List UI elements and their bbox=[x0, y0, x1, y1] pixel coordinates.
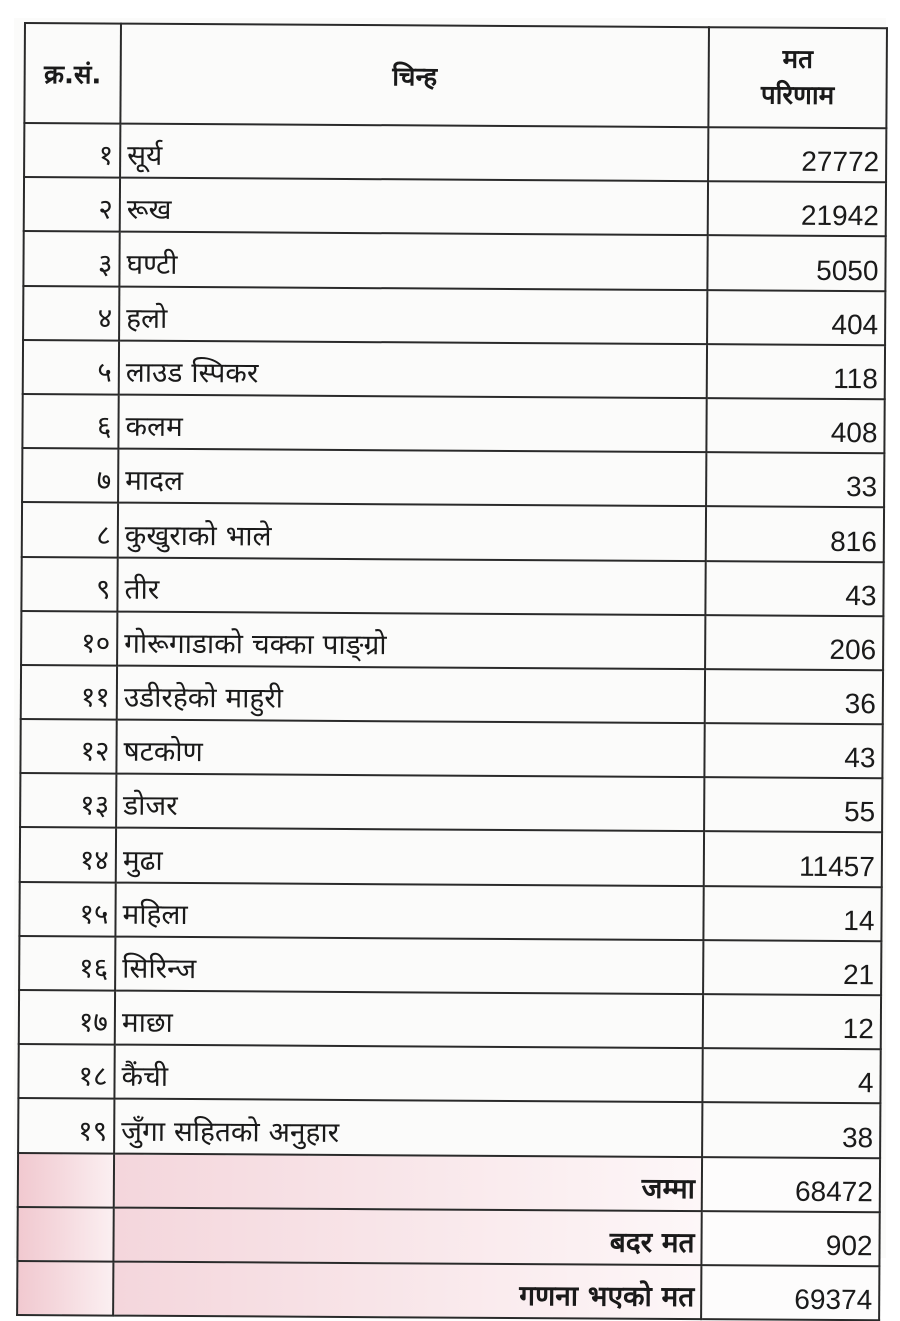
symbol-name: उडीरहेको माहुरी bbox=[117, 665, 705, 723]
symbol-name: मुढा bbox=[116, 828, 704, 886]
symbol-name: गोरूगाडाको चक्का पाङ्ग्रो bbox=[117, 611, 705, 669]
serial-number: ८ bbox=[22, 502, 118, 557]
serial-number: ६ bbox=[22, 394, 118, 449]
symbol-name: रूख bbox=[120, 178, 708, 236]
vote-count: 404 bbox=[707, 290, 885, 345]
serial-number: ३ bbox=[23, 231, 119, 286]
symbol-name: षटकोण bbox=[116, 720, 704, 778]
counted-votes-label: गणना भएको मत bbox=[113, 1262, 701, 1320]
table-header-row bbox=[24, 23, 887, 128]
serial-number: ५ bbox=[23, 340, 119, 395]
table-row bbox=[22, 448, 884, 507]
serial-number: २ bbox=[24, 177, 120, 232]
table-row bbox=[23, 340, 885, 399]
vote-count: 27772 bbox=[708, 127, 886, 182]
symbol-name: डोजर bbox=[116, 774, 704, 832]
vote-count: 33 bbox=[706, 452, 884, 507]
table-row bbox=[20, 719, 882, 778]
counted-votes-value: 69374 bbox=[701, 1265, 879, 1320]
serial-number: १६ bbox=[19, 936, 115, 991]
counted-votes-row bbox=[17, 1261, 879, 1320]
serial-number: १३ bbox=[20, 773, 116, 828]
total-row-blank bbox=[18, 1153, 114, 1208]
vote-count: 118 bbox=[707, 344, 885, 399]
table-row bbox=[18, 1098, 880, 1157]
symbol-name: मादल bbox=[118, 449, 706, 507]
vote-count: 12 bbox=[703, 994, 881, 1049]
header-serial: क्र.सं. bbox=[24, 23, 121, 124]
header-votes-line1: मत bbox=[782, 44, 814, 75]
vote-count: 38 bbox=[702, 1103, 880, 1158]
serial-number: १४ bbox=[20, 827, 116, 882]
table-row bbox=[23, 286, 885, 345]
invalid-votes-value: 902 bbox=[701, 1211, 879, 1266]
vote-count: 21 bbox=[703, 940, 881, 995]
serial-number: १२ bbox=[20, 719, 116, 774]
vote-count: 11457 bbox=[704, 832, 882, 887]
symbol-name: लाउड स्पिकर bbox=[119, 340, 707, 398]
serial-number: १८ bbox=[18, 1044, 114, 1099]
total-row bbox=[18, 1153, 880, 1212]
vote-count: 816 bbox=[706, 506, 884, 561]
counted-row-blank bbox=[17, 1261, 113, 1316]
vote-count: 43 bbox=[704, 723, 882, 778]
table-row bbox=[24, 123, 886, 182]
serial-number: ९ bbox=[21, 556, 117, 611]
vote-count: 14 bbox=[703, 886, 881, 941]
header-votes bbox=[708, 27, 887, 128]
total-label: जम्मा bbox=[114, 1153, 702, 1211]
serial-number: ११ bbox=[21, 665, 117, 720]
symbol-name: कलम bbox=[118, 395, 706, 453]
table-row bbox=[19, 936, 881, 995]
serial-number: ४ bbox=[23, 286, 119, 341]
symbol-name: माछा bbox=[115, 991, 703, 1049]
symbol-name: कैंची bbox=[114, 1045, 702, 1103]
header-symbol: चिन्ह bbox=[120, 24, 709, 128]
vote-count: 5050 bbox=[707, 236, 885, 291]
table-row bbox=[19, 990, 881, 1049]
vote-count: 21942 bbox=[708, 181, 886, 236]
table-row bbox=[18, 1044, 880, 1103]
invalid-votes-row bbox=[17, 1207, 879, 1266]
vote-count: 408 bbox=[706, 398, 884, 453]
vote-count: 55 bbox=[704, 777, 882, 832]
vote-results-table bbox=[16, 22, 888, 1321]
symbol-name: तीर bbox=[117, 557, 705, 615]
symbol-name: कुखुराको भाले bbox=[118, 503, 706, 561]
invalid-votes-label: बदर मत bbox=[113, 1207, 701, 1265]
symbol-name: घण्टी bbox=[119, 232, 707, 290]
total-value: 68472 bbox=[702, 1157, 880, 1212]
header-votes-line2: परिणाम bbox=[760, 80, 835, 111]
serial-number: १५ bbox=[19, 882, 115, 937]
table-row bbox=[21, 665, 883, 724]
table-row bbox=[21, 611, 883, 670]
serial-number: ७ bbox=[22, 448, 118, 503]
symbol-name: महिला bbox=[115, 882, 703, 940]
vote-count: 206 bbox=[705, 615, 883, 670]
table-row bbox=[20, 773, 882, 832]
table-row bbox=[24, 177, 886, 236]
symbol-name: सूर्य bbox=[120, 124, 708, 182]
symbol-name: हलो bbox=[119, 286, 707, 344]
vote-count: 4 bbox=[702, 1048, 880, 1103]
table-body bbox=[18, 123, 886, 1158]
table-row bbox=[21, 556, 883, 615]
vote-count: 43 bbox=[705, 561, 883, 616]
table-row bbox=[20, 827, 882, 886]
serial-number: १० bbox=[21, 611, 117, 666]
table-row bbox=[19, 882, 881, 941]
table-row bbox=[22, 502, 884, 561]
table-row bbox=[22, 394, 884, 453]
invalid-row-blank bbox=[17, 1207, 113, 1262]
serial-number: १९ bbox=[18, 1098, 114, 1153]
serial-number: १७ bbox=[19, 990, 115, 1045]
vote-count: 36 bbox=[705, 669, 883, 724]
symbol-name: सिरिन्ज bbox=[115, 936, 703, 994]
serial-number: १ bbox=[24, 123, 120, 178]
table-row bbox=[23, 231, 885, 290]
symbol-name: जुँगा सहितको अनुहार bbox=[114, 1099, 702, 1157]
